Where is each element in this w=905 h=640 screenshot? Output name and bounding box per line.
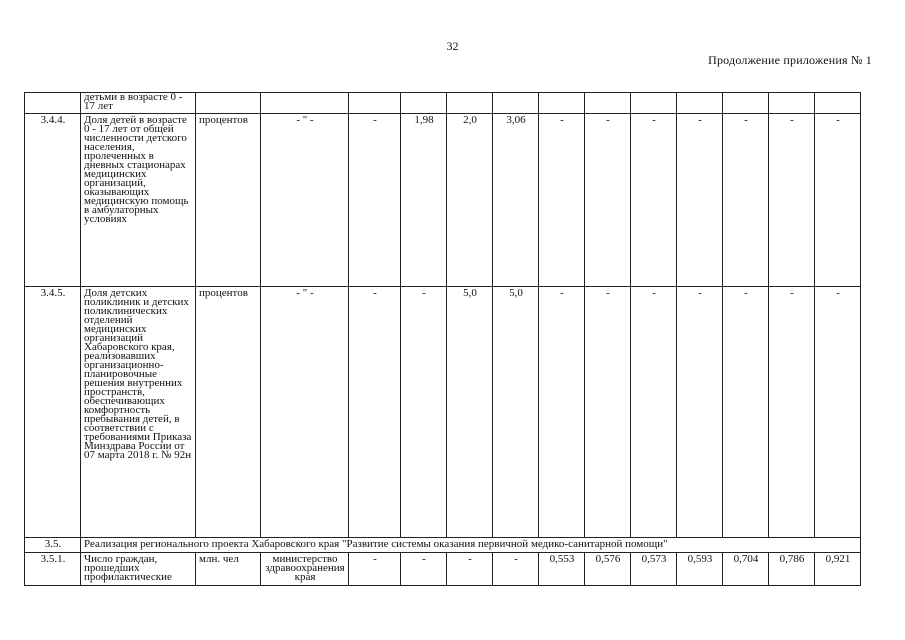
value-cell: - xyxy=(815,287,861,538)
value-cell: - xyxy=(815,114,861,287)
value-cell: 5,0 xyxy=(493,287,539,538)
value-cell: - xyxy=(349,114,401,287)
table-row xyxy=(25,114,861,287)
value-cell: - xyxy=(631,287,677,538)
value-cell: 2,0 xyxy=(447,114,493,287)
row-code: 3.5.1. xyxy=(25,553,81,586)
value-cell: - xyxy=(349,287,401,538)
section-row xyxy=(25,538,861,553)
unit-cell: процентов xyxy=(196,114,261,287)
table-row xyxy=(25,553,861,586)
value-cell: 0,593 xyxy=(677,553,723,586)
value-cell: 1,98 xyxy=(401,114,447,287)
row-code: 3.4.4. xyxy=(25,114,81,287)
row-code: 3.5. xyxy=(25,538,81,553)
table-row xyxy=(25,287,861,538)
value-cell: 0,704 xyxy=(723,553,769,586)
row-code xyxy=(25,93,81,114)
table-row xyxy=(25,93,861,114)
executor-cell: - " - xyxy=(261,114,349,287)
indicator-name: Число граждан, прошедших профилактические xyxy=(81,553,196,586)
value-cell: - xyxy=(769,287,815,538)
value-cell: 0,576 xyxy=(585,553,631,586)
value-cell: 0,553 xyxy=(539,553,585,586)
value-cell: - xyxy=(539,287,585,538)
section-title: Реализация регионального проекта Хабаровского края "Развитие системы оказания первичной медико-санитарной помощи" xyxy=(81,538,861,553)
value-cell: - xyxy=(723,287,769,538)
continuation-note: Продолжение приложения № 1 xyxy=(708,53,872,67)
value-cell: - xyxy=(401,287,447,538)
value-cell: - xyxy=(631,114,677,287)
value-cell: - xyxy=(585,287,631,538)
value-cell: - xyxy=(769,114,815,287)
value-cell: 0,786 xyxy=(769,553,815,586)
unit-cell: млн. чел xyxy=(196,553,261,586)
value-cell: - xyxy=(401,553,447,586)
executor-cell: - " - xyxy=(261,287,349,538)
value-cell: - xyxy=(539,114,585,287)
value-cell: 3,06 xyxy=(493,114,539,287)
indicator-name: детьми в возрасте 0 - 17 лет xyxy=(81,93,196,114)
value-cell: - xyxy=(677,287,723,538)
indicator-name: Доля детских поликлиник и детских поликлинических отделений медицинских организаций Хабаровского края, реализовавших организационно-планировочные решения внутренних пространств, обеспечивающих комфортность пребывания детей, в соответствии с требованиями Приказа Минздрава России от 07 марта 2018 г. № 92н xyxy=(81,287,196,538)
row-code: 3.4.5. xyxy=(25,287,81,538)
unit-cell: процентов xyxy=(196,287,261,538)
value-cell: 5,0 xyxy=(447,287,493,538)
executor-cell: министерство здравоохранения края xyxy=(261,553,349,586)
value-cell: - xyxy=(677,114,723,287)
value-cell: 0,573 xyxy=(631,553,677,586)
value-cell: - xyxy=(493,553,539,586)
value-cell: - xyxy=(447,553,493,586)
value-cell: - xyxy=(723,114,769,287)
indicator-table xyxy=(24,92,861,586)
indicator-name: Доля детей в возрасте 0 - 17 лет от общей численности детского населения, пролеченных в дневных стационарах медицинских организаций, оказывающих медицинскую помощь в амбулаторных условиях xyxy=(81,114,196,287)
page-number: 32 xyxy=(446,39,459,53)
value-cell: - xyxy=(349,553,401,586)
value-cell: - xyxy=(585,114,631,287)
value-cell: 0,921 xyxy=(815,553,861,586)
